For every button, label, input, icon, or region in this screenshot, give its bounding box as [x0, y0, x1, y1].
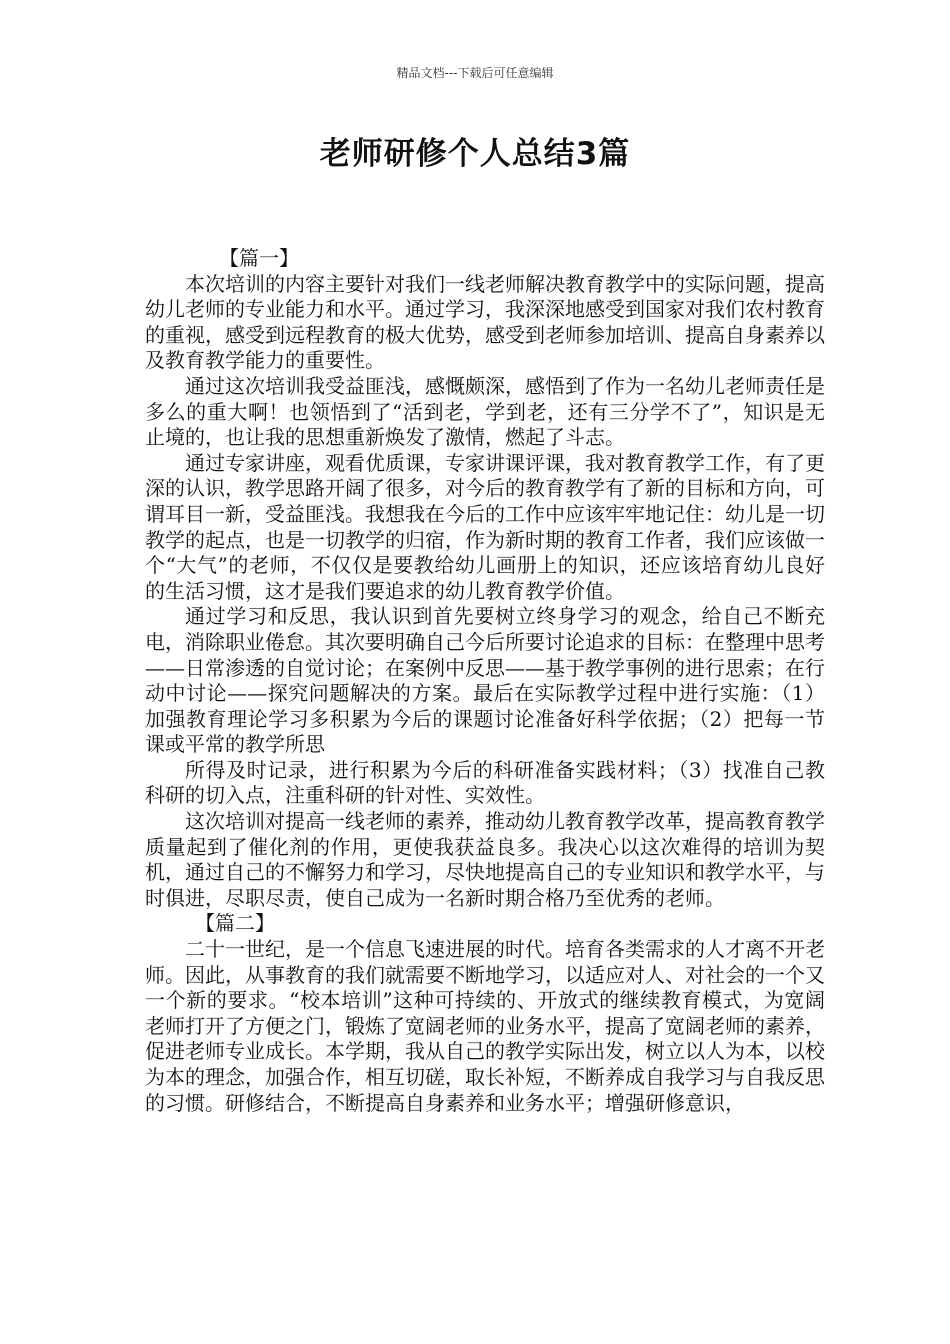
- paragraph: 通过学习和反思，我认识到首先要树立终身学习的观念，给自己不断充电，消除职业倦怠。其次要明确自己今后所要讨论追求的目标：在整理中思考——日常渗透的自觉讨论；在案例中反思——基于教学事例的进行思索；在行动中讨论——探究问题解决的方案。最后在实际教学过程中进行实施：（1）加强教育理论学习多积累为今后的课题讨论准备好科学依据；（2）把每一节课或平常的教学所思: [145, 604, 825, 757]
- paragraph: 二十一世纪，是一个信息飞速进展的时代。培育各类需求的人才离不开老师。因此，从事教育的我们就需要不断地学习，以适应对人、对社会的一个又一个新的要求。“校本培训”这种可持续的、开放式的继续教育模式，为宽阔老师打开了方便之门，锻炼了宽阔老师的业务水平，提高了宽阔老师的素养，促进老师专业成长。本学期，我从自己的教学实际出发，树立以人为本，以校为本的理念，加强合作，相互切磋，取长补短，不断养成自我学习与自我反思的习惯。研修结合，不断提高自身素养和业务水平；增强研修意识，: [145, 937, 825, 1115]
- document-body: [145, 246, 825, 1116]
- paragraph: 所得及时记录，进行积累为今后的科研准备实践材料；（3）找准自己教科研的切入点，注重科研的针对性、实效性。: [145, 757, 825, 808]
- paragraph: 通过这次培训我受益匪浅，感慨颇深，感悟到了作为一名幼儿老师责任是多么的重大啊！也领悟到了“活到老，学到老，还有三分学不了”，知识是无止境的，也让我的思想重新焕发了激情，燃起了斗志。: [145, 373, 825, 450]
- section-label-2: 【篇二】: [195, 911, 275, 936]
- paragraph: 本次培训的内容主要针对我们一线老师解决教育教学中的实际问题，提高幼儿老师的专业能力和水平。通过学习，我深深地感受到国家对我们农村教育的重视，感受到远程教育的极大优势，感受到老师参加培训、提高自身素养以及教育教学能力的重要性。: [145, 271, 825, 373]
- section-label-1: 【篇一】: [219, 246, 299, 270]
- paragraph: 这次培训对提高一线老师的素养，推动幼儿教育教学改革，提高教育教学质量起到了催化剂的作用，更使我获益良多。我决心以这次难得的培训为契机，通过自己的不懈努力和学习，尽快地提高自己的专业知识和教学水平，与时俱进，尽职尽责，使自己成为一名新时期合格乃至优秀的老师。: [145, 809, 825, 910]
- header-note: 精品文档---下载后可任意编辑: [396, 66, 554, 80]
- paragraph: 通过专家讲座，观看优质课，专家讲课评课，我对教育教学工作，有了更深的认识，教学思路开阔了很多，对今后的教育教学有了新的目标和方向，可谓耳目一新，受益匪浅。我想我在今后的工作中应该牢牢地记住：幼儿是一切教学的起点，也是一切教学的归宿，作为新时期的教育工作者，我们应该做一个“大气”的老师，不仅仅是要教给幼儿画册上的知识，还应该培育幼儿良好的生活习惯，这才是我们要追求的幼儿教育教学价值。: [145, 450, 825, 603]
- document-title: 老师研修个人总结3篇: [319, 136, 631, 172]
